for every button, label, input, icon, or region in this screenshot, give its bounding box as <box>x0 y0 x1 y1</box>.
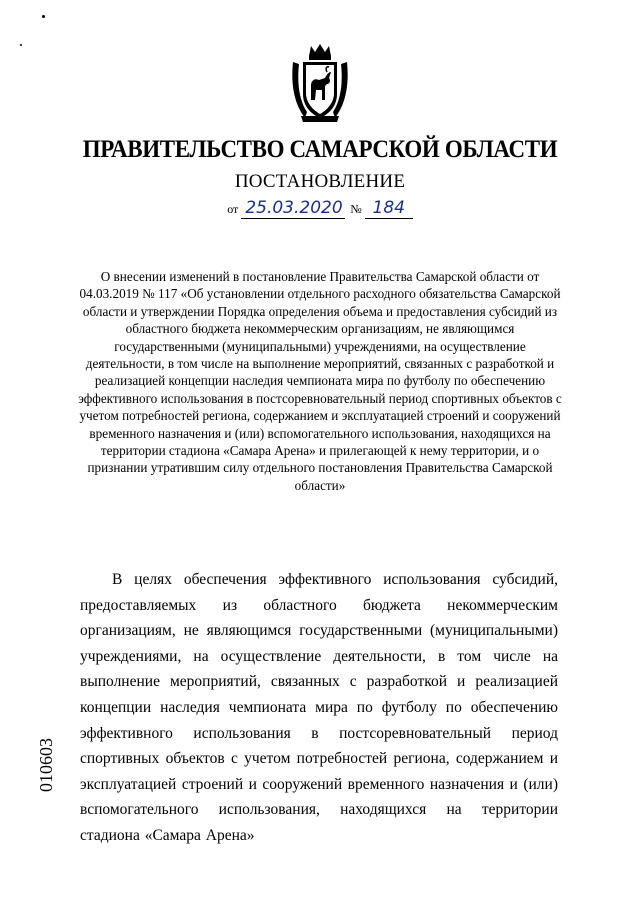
handwritten-number: 184 <box>365 198 413 219</box>
page-title: ПРАВИТЕЛЬСТВО САМАРСКОЙ ОБЛАСТИ <box>82 136 558 163</box>
date-number-line <box>0 198 640 219</box>
number-prefix: № <box>350 202 362 216</box>
date-prefix: от <box>227 202 239 216</box>
scan-speck <box>42 15 45 18</box>
document-type: ПОСТАНОВЛЕНИЕ <box>234 171 406 192</box>
samara-coat-of-arms-icon <box>289 42 351 124</box>
document-body: В целях обеспечения эффективного использования субсидий, предоставляемых из областного бюджета некоммерческим организациям, не являющимся государственными (муниципальными) учреждениями, на осуществление деятельности, в том числе на выполнение мероприятий, связанных с разработкой и реализацией концепции наследия чемпионата мира по футболу по обеспечению эффективного использования в постсоревновательный период спортивных объектов с учетом потребностей региона, содержанием и эксплуатацией строений и сооружений временного назначения и (или) вспомогательного использования, находящихся на территории стадиона «Самара Арена» <box>80 571 558 844</box>
serial-number: 010603 <box>36 738 56 792</box>
scan-speck <box>20 44 22 46</box>
handwritten-date: 25.03.2020 <box>241 198 345 219</box>
document-subject: О внесении изменений в постановление Правительства Самарской области от 04.03.2019 № 117 «Об установлении отдельного расходного обязательства Самарской области и утверждении Порядка определения объема и предоставления субсидий из областного бюджета некоммерческим организациям, не являющимся государственными (муниципальными) учреждениями, на осуществление деятельности, в том числе на выполнение мероприятий, связанных с разработкой и реализацией концепции наследия чемпионата мира по футболу по обеспечению эффективного использования в постсоревновательный период спортивных объектов с учетом потребностей региона, содержанием и эксплуатацией строений и сооружений временного назначения и (или) вспомогательного использования, находящихся на территории стадиона «Самара Арена» и прилегающей к нему территории, и о признании утратившим силу отдельного постановления Правительства Самарской области» <box>78 269 562 493</box>
serial-stamp <box>36 738 58 872</box>
